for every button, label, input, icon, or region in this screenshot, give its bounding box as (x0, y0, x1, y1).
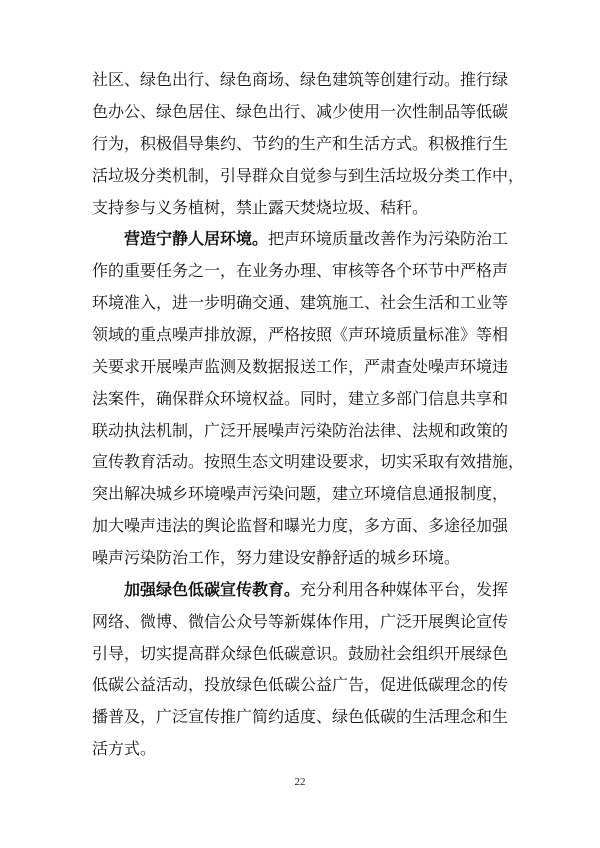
paragraph-2-lead: 营造宁静人居环境。 (124, 229, 269, 248)
paragraph-1-line-1: 社区、绿色出行、绿色商场、绿色建筑等创建行动。推行绿 (92, 70, 509, 89)
paragraph-3-line-4: 低碳公益活动，投放绿色低碳公益广告，促进低碳理念的传 (92, 675, 509, 694)
paragraph-2-line-6: 法案件，确保群众环境权益。同时，建立多部门信息共享和 (92, 389, 509, 408)
paragraph-1-line-5: 支持参与义务植树，禁止露天焚烧垃圾、秸秆。 (92, 198, 429, 217)
paragraph-2-line-5: 关要求开展噪声监测及数据报送工作，严肃查处噪声环境违 (92, 357, 509, 376)
paragraph-2-line-9: 突出解决城乡环境噪声污染问题，建立环境信息通报制度， (92, 484, 509, 503)
paragraph-2-line-3: 环境准入，进一步明确交通、建筑施工、社会生活和工业等 (92, 293, 509, 312)
paragraph-3-first-rest: 充分利用各种媒体平台，发挥 (300, 580, 509, 599)
paragraph-1-line-2: 色办公、绿色居住、绿色出行、减少使用一次性制品等低碳 (92, 102, 509, 121)
paragraph-2-line-7: 联动执法机制，广泛开展噪声污染防治法律、法规和政策的 (92, 421, 509, 440)
paragraph-3-line-6: 活方式。 (92, 739, 157, 758)
paragraph-2-line-2: 作的重要任务之一，在业务办理、审核等各个环节中严格声 (92, 261, 509, 280)
paragraph-2-first-rest: 把声环境质量改善作为污染防治工 (268, 229, 509, 248)
paragraph-3-line-5: 播普及，广泛宣传推广简约适度、绿色低碳的生活理念和生 (92, 707, 509, 726)
paragraph-3-line-2: 网络、微博、微信公众号等新媒体作用，广泛开展舆论宣传 (92, 612, 509, 631)
paragraph-3-lead: 加强绿色低碳宣传教育。 (124, 580, 301, 599)
paragraph-3-line-1 (124, 580, 508, 600)
paragraph-2-line-10: 加大噪声违法的舆论监督和曝光力度，多方面、多途径加强 (92, 516, 509, 535)
paragraph-3-line-3: 引导，切实提高群众绿色低碳意识。鼓励社会组织开展绿色 (92, 644, 509, 663)
paragraph-2-line-11: 噪声污染防治工作，努力建设安静舒适的城乡环境。 (92, 548, 461, 567)
paragraph-1-line-3: 行为，积极倡导集约、节约的生产和生活方式。积极推行生 (92, 134, 509, 153)
paragraph-2-line-4: 领域的重点噪声排放源，严格按照《声环境质量标准》等相 (92, 325, 509, 344)
paragraph-1-line-4: 活垃圾分类机制，引导群众自觉参与到生活垃圾分类工作中， (92, 166, 525, 185)
paragraph-2-line-1 (124, 229, 508, 249)
paragraph-2-line-8: 宣传教育活动。按照生态文明建设要求，切实采取有效措施， (92, 452, 525, 471)
page-number: 22 (294, 776, 306, 788)
